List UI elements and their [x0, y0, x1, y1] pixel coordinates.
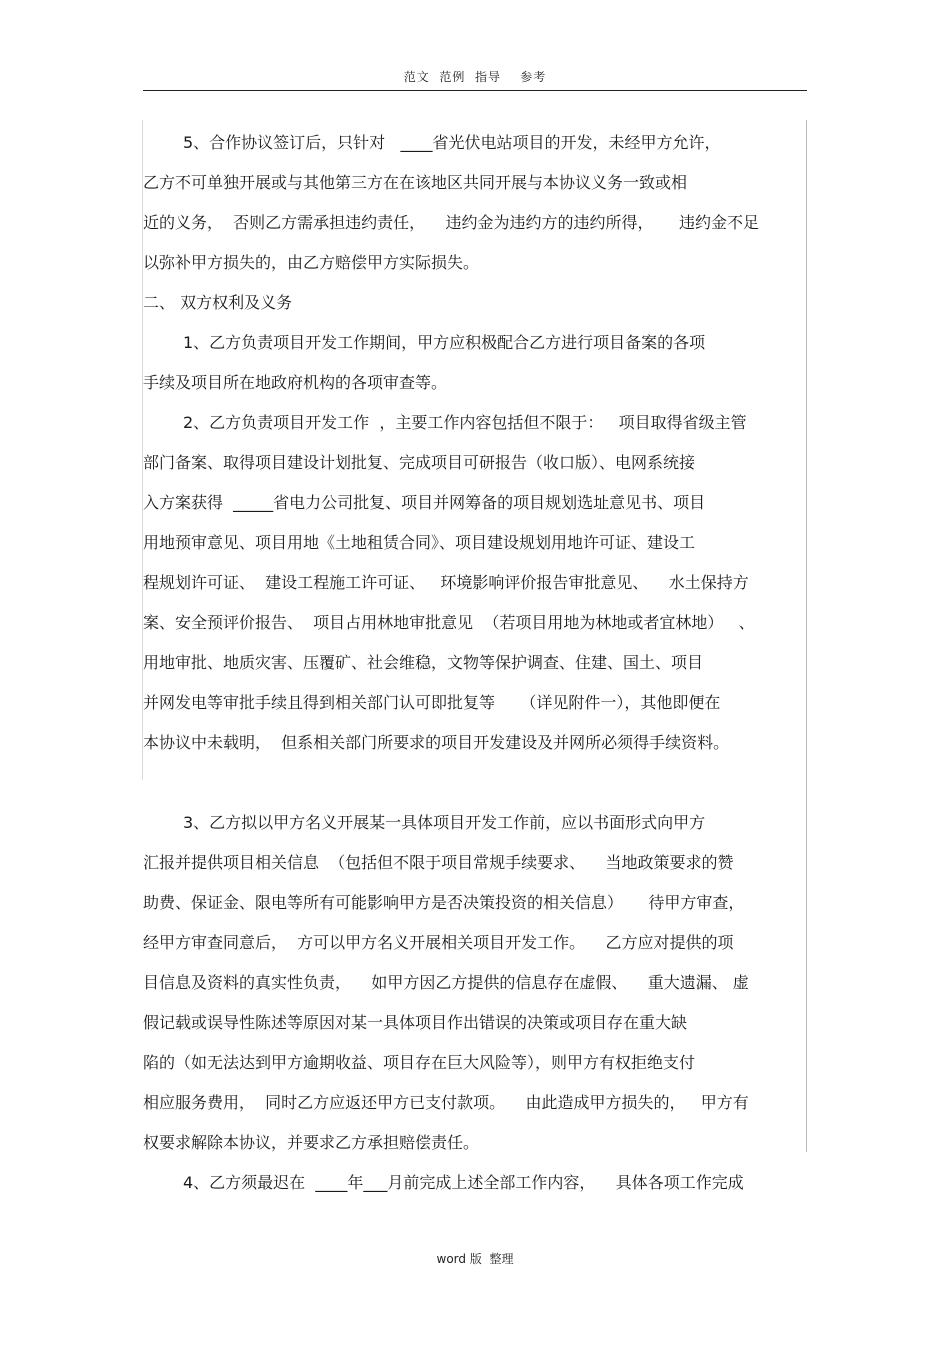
paragraph-line: 以弥补甲方损失的，由乙方赔偿甲方实际损失。 [143, 253, 480, 272]
paragraph-line: 目信息及资料的真实性负责， 如甲方因乙方提供的信息存在虚假、 重大遗漏、 虚 [143, 973, 749, 992]
paragraph-line: 4、乙方须最迟在 ____年___月前完成上述全部工作内容， 具体各项工作完成 [183, 1173, 744, 1192]
paragraph-line: 相应服务费用， 同时乙方应返还甲方已支付款项。 由此造成甲方损失的， 甲方有 [143, 1093, 749, 1112]
section-heading: 二、 双方权利及义务 [143, 293, 293, 312]
paragraph-line: 用地预审意见、项目用地《土地租赁合同》、项目建设规划用地许可证、建设工 [143, 533, 696, 552]
page-footer: word 版 整理 [436, 1252, 514, 1266]
paragraph-line: 用地审批、地质灾害、压覆矿、社会维稳，文物等保护调查、住建、国土、项目 [143, 653, 704, 672]
paragraph-line: 助费、保证金、限电等所有可能影响甲方是否决策投资的相关信息） 待甲方审查， [143, 893, 745, 912]
paragraph-line: 并网发电等审批手续且得到相关部门认可即批复等 （详见附件一），其他即便在 [143, 693, 721, 712]
paragraph-line: 案、安全预评价报告、 项目占用林地审批意见 （若项目用地为林地或者宜林地） 、 [143, 613, 755, 632]
paragraph-line: 入方案获得 _____省电力公司批复、项目并网筹备的项目规划选址意见书、项目 [143, 493, 706, 512]
paragraph-line: 5、合作协议签订后，只针对 ____省光伏电站项目的开发，未经甲方允许， [183, 133, 721, 152]
paragraph-line: 经甲方审查同意后， 方可以甲方名义开展相关项目开发工作。 乙方应对提供的项 [143, 933, 734, 952]
paragraph-line: 部门备案、取得项目建设计划批复、完成项目可研报告（收口版）、电网系统接 [143, 453, 696, 472]
page-header: 范文 范例 指导 参考 [403, 70, 547, 84]
paragraph-line: 本协议中未载明， 但系相关部门所要求的项目开发建设及并网所必须得手续资料。 [143, 733, 730, 752]
paragraph-line: 3、乙方拟以甲方名义开展某一具体项目开发工作前，应以书面形式向甲方 [183, 813, 706, 832]
paragraph-line: 手续及项目所在地政府机构的各项审查等。 [143, 373, 448, 392]
paragraph-line: 假记载或误导性陈述等原因对某一具体项目作出错误的决策或项目存在重大缺 [143, 1013, 688, 1032]
header-divider [143, 90, 807, 91]
paragraph-line: 权要求解除本协议，并要求乙方承担赔偿责任。 [143, 1133, 480, 1152]
page-frame-right-border [806, 120, 807, 1152]
paragraph-line: 陷的（如无法达到甲方逾期收益、项目存在巨大风险等），则甲方有权拒绝支付 [143, 1053, 696, 1072]
paragraph-line: 2、乙方负责项目开发工作 ，主要工作内容包括但不限于： 项目取得省级主管 [183, 413, 747, 432]
paragraph-line: 汇报并提供项目相关信息 （包括但不限于项目常规手续要求、 当地政策要求的赞 [143, 853, 734, 872]
paragraph-line: 乙方不可单独开展或与其他第三方在在该地区共同开展与本协议义务一致或相 [143, 173, 688, 192]
paragraph-line: 1、乙方负责项目开发工作期间，甲方应积极配合乙方进行项目备案的各项 [183, 333, 706, 352]
paragraph-line: 程规划许可证、 建设工程施工许可证、 环境影响评价报告审批意见、 水土保持方 [143, 573, 749, 592]
paragraph-line: 近的义务， 否则乙方需承担违约责任， 违约金为违约方的违约所得， 违约金不足 [143, 213, 759, 232]
